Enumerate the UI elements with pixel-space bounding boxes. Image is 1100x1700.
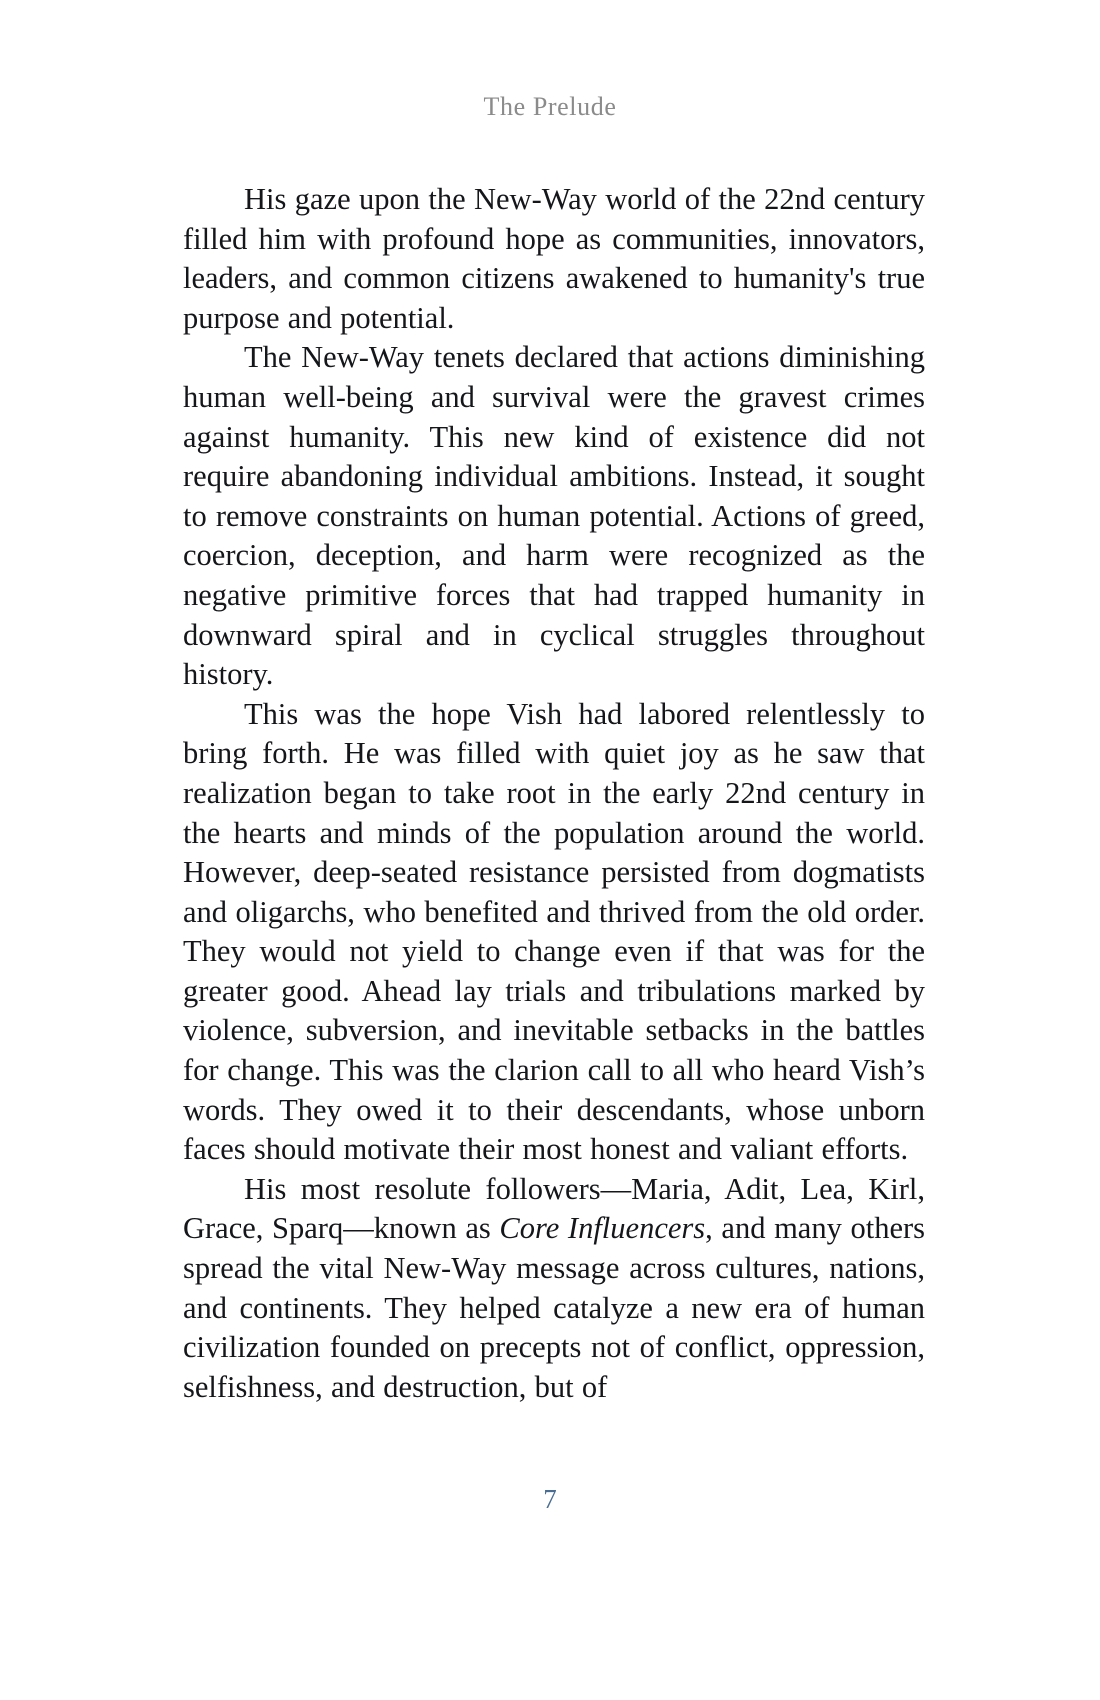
paragraph-4-segment-lead: His most resolute followers—Maria, Adit, Lea, Kirl, Grace, Sparq—known as <box>183 1171 925 1246</box>
body-text-block <box>183 180 925 1407</box>
paragraph-2: The New-Way tenets declared that actions diminishing human well-being and survival were the gravest crimes against humanity. This new kind of existence did not require abandoning individual ambitions. Instead, it sought to remove constraints on human potential. Actions of greed, coercion, deception, and harm were recognized as the negative primitive forces that had trapped humanity in downward spiral and in cyclical struggles throughout history. <box>183 340 925 692</box>
paragraph-3: This was the hope Vish had labored relentlessly to bring forth. He was filled with quiet joy as he saw that realization began to take root in the early 22nd century in the hearts and minds of the population around the world. However, deep-seated resistance persisted from dogmatists and oligarchs, who benefited and thrived from the old order. They would not yield to change even if that was for the greater good. Ahead lay trials and tribulations marked by violence, subversion, and inevitable setbacks in the battles for change. This was the clarion call to all who heard Vish’s words. They owed it to their descendants, whose unborn faces should motivate their most honest and valiant efforts. <box>183 696 925 1167</box>
core-influencers-italic-term: Core Influencers <box>499 1211 706 1246</box>
running-head: The Prelude <box>483 92 617 121</box>
page-number: 7 <box>543 1484 557 1514</box>
paragraph-4 <box>183 1170 925 1408</box>
paragraph-1: His gaze upon the New-Way world of the 22nd century filled him with profound hope as communities, innovators, leaders, and common citizens awakened to humanity's true purpose and potential. <box>183 182 925 335</box>
paragraph-4-segment-tail: , and many others spread the vital New-Way message across cultures, nations, and continents. They helped catalyze a new era of human civilization founded on precepts not of conflict, oppression, selfishness, and destruction, but of <box>183 1211 926 1404</box>
